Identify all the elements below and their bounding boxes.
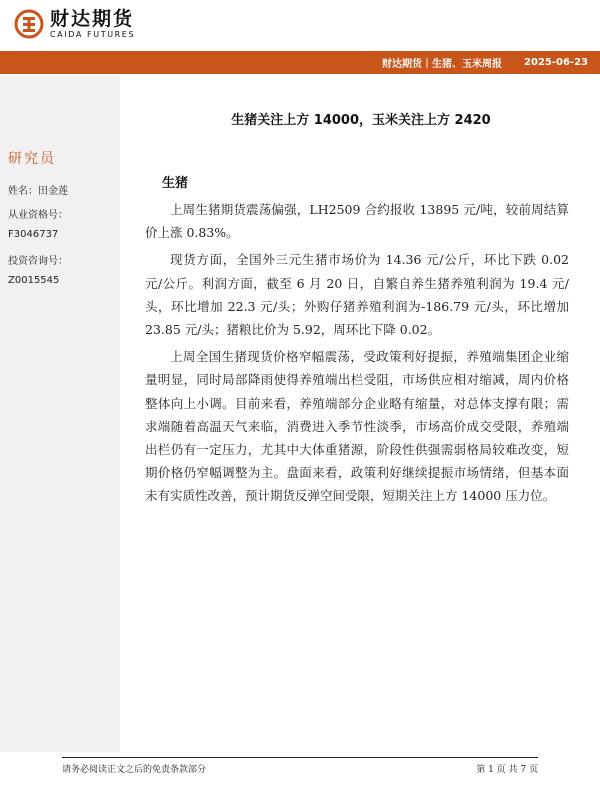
cert-value: F3046737 [8, 229, 59, 240]
page-number: 第 1 页 共 7 页 [476, 765, 538, 775]
consult-value: Z0015545 [8, 275, 60, 286]
cert-label: 从业资格号： [8, 210, 68, 221]
header-bar [0, 51, 600, 74]
consult-label: 投资咨询号： [8, 256, 68, 267]
sidebar-title: 研究员 [8, 151, 56, 167]
paragraph: 上周全国生猪现货价格窄幅震荡，受政策利好提振，养殖端集团企业缩量明显，同时局部降雨使得养殖端出栏受阻，市场供应相对缩减，周内价格整体向上小调。目前来看，养殖端部分企业略有缩量，对总体支撑有限；需求端随着高温天气来临，消费进入季节性淡季，市场高价成交受限，养殖端出栏仍有一定压力，尤其中大体重猪源，阶段性供强需弱格局较难改变，短期价格仍窄幅调整为主。盘面来看，政策利好继续提振市场情绪，但基本面未有实质性改善，预计期货反弹空间受限，短期关注上方 14000 压力位。 [145, 349, 569, 504]
footer-divider [62, 757, 538, 758]
document-body [145, 198, 569, 512]
report-name: 财达期货｜生猪、玉米周报 [382, 59, 503, 70]
paragraph: 现货方面，全国外三元生猪市场价为 14.36 元/公斤，环比下跌 0.02 元/公斤。利润方面，截至 6 月 20 日，自繁自养生猪养殖利润为 19.4 元/头，环比增加 22.3 元/头；外购仔猪养殖利润为-186.79 元/头，环比增加 23.85 元/头；猪粮比价为 5.92，周环比下降 0.02。 [145, 252, 569, 338]
brand-logo [14, 2, 135, 46]
caida-logo-icon [14, 9, 44, 39]
brand-name-en: CAIDA FUTURES [50, 30, 136, 39]
report-date: 2025-06-23 [524, 57, 588, 68]
sidebar [0, 76, 120, 752]
paragraph: 上周生猪期货震荡偏强，LH2509 合约报收 13895 元/吨，较前周结算价上涨 0.83%。 [145, 202, 569, 241]
brand-name-cn: 财达期货 [50, 8, 135, 30]
section-title: 生猪 [162, 176, 189, 191]
footer-disclaimer: 请务必阅读正文之后的免责条款部分 [62, 765, 207, 775]
analyst-name: 姓名：田金莲 [8, 186, 68, 197]
document-title: 生猪关注上方 14000，玉米关注上方 2420 [231, 113, 491, 128]
